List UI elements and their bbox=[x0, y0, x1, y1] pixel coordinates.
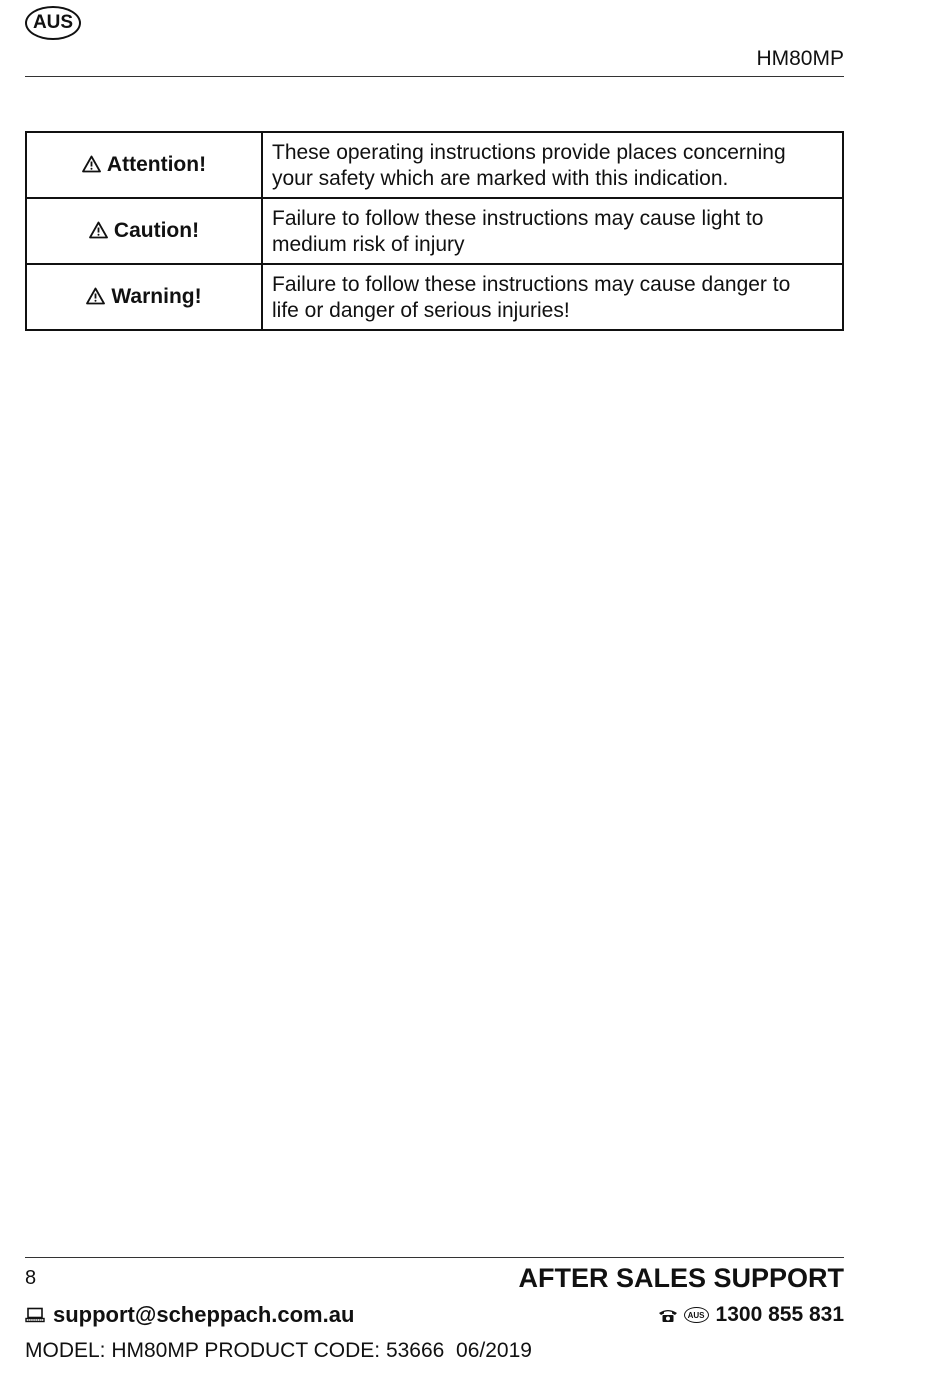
page-number: 8 bbox=[25, 1267, 37, 1289]
signal-label-attention: Attention! bbox=[106, 153, 207, 176]
description-line: Failure to follow these instructions may cause danger to bbox=[272, 272, 791, 296]
description-line: life or danger of serious injuries! bbox=[272, 298, 570, 322]
signal-word-table bbox=[25, 131, 844, 331]
signal-label-warning: Warning! bbox=[111, 285, 202, 308]
aus-logo-badge: AUS bbox=[25, 6, 81, 40]
description-line: medium risk of injury bbox=[272, 232, 465, 256]
support-phone-number[interactable]: 1300 855 831 bbox=[715, 1303, 844, 1326]
table-row bbox=[26, 264, 843, 330]
header-divider bbox=[25, 76, 844, 77]
description-line: These operating instructions provide places concerning bbox=[272, 140, 786, 164]
support-email-row bbox=[25, 1302, 354, 1328]
signal-description-cell bbox=[262, 264, 843, 330]
aus-small-badge: AUS bbox=[684, 1307, 709, 1323]
table-row bbox=[26, 132, 843, 198]
warning-triangle-icon bbox=[86, 287, 105, 305]
after-sales-title: AFTER SALES SUPPORT bbox=[518, 1263, 844, 1293]
header-model: HM80MP bbox=[756, 47, 844, 70]
signal-label-cell bbox=[26, 264, 262, 330]
telephone-icon bbox=[658, 1307, 678, 1323]
description-line: Failure to follow these instructions may cause light to bbox=[272, 206, 764, 230]
signal-label-caution: Caution! bbox=[113, 219, 200, 242]
warning-triangle-icon bbox=[82, 155, 101, 173]
support-phone-row bbox=[658, 1303, 844, 1327]
signal-description-cell bbox=[262, 132, 843, 198]
support-email-link[interactable]: support@scheppach.com.au bbox=[53, 1302, 355, 1327]
signal-description-cell bbox=[262, 198, 843, 264]
footer-divider bbox=[25, 1257, 844, 1258]
laptop-icon bbox=[25, 1307, 45, 1323]
model-product-code: MODEL: HM80MP PRODUCT CODE: 53666 06/2019 bbox=[25, 1339, 532, 1362]
signal-label-cell bbox=[26, 198, 262, 264]
signal-label-cell bbox=[26, 132, 262, 198]
description-line: your safety which are marked with this indication. bbox=[272, 166, 729, 190]
warning-triangle-icon bbox=[89, 221, 108, 239]
table-row bbox=[26, 198, 843, 264]
